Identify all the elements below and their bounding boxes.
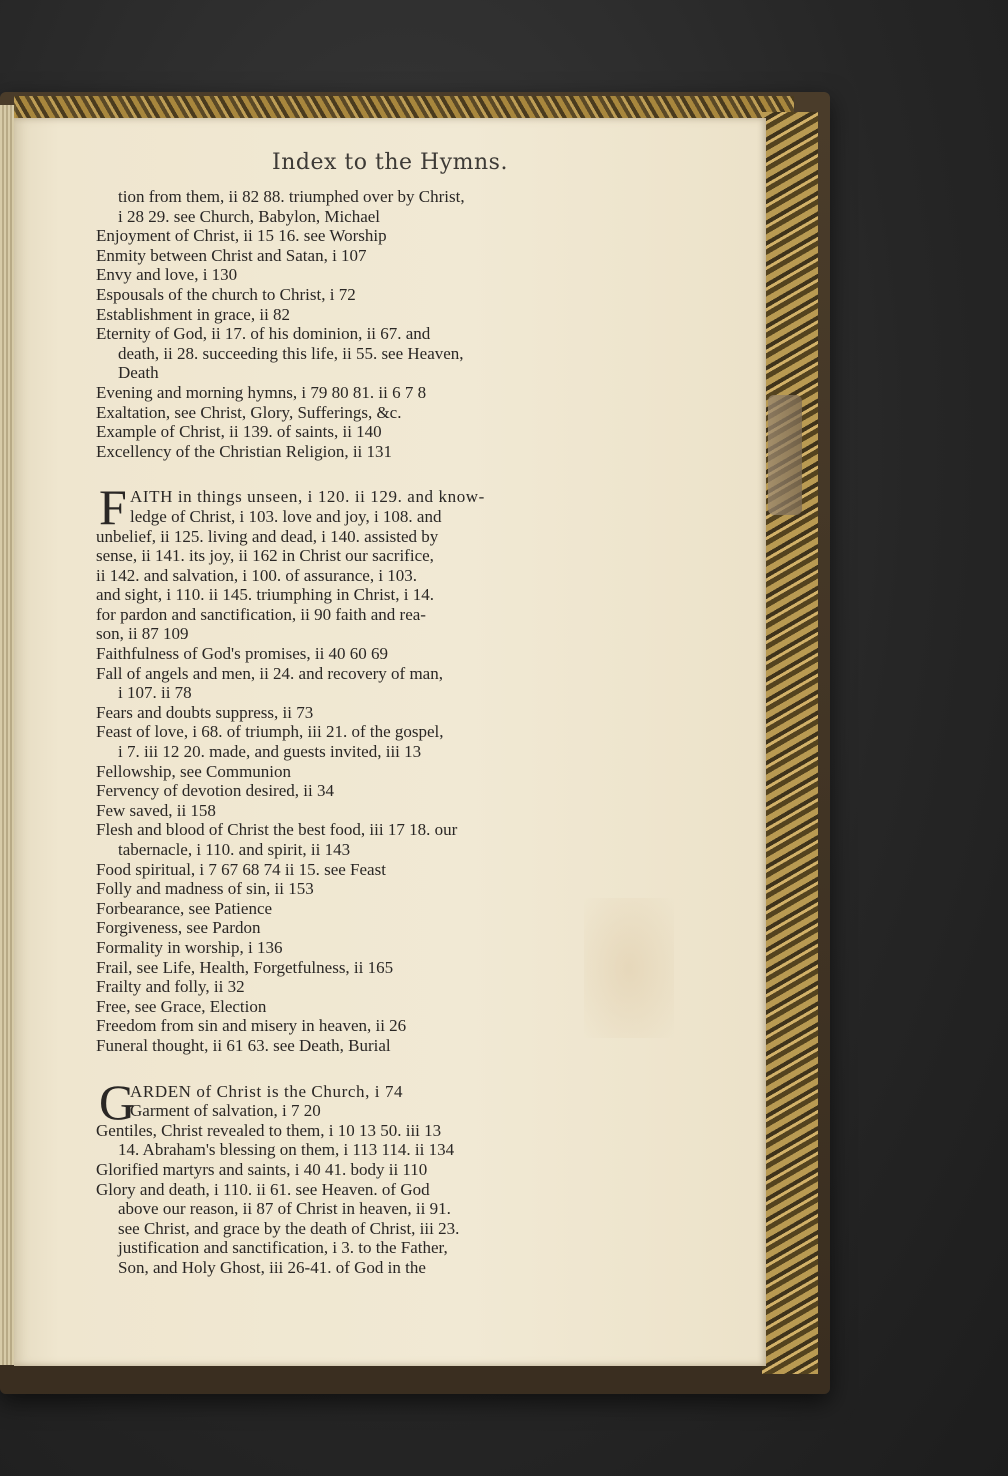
- index-line: ARDEN of Christ is the Church, i 74: [130, 1081, 404, 1101]
- gilt-fore-edge: [762, 112, 818, 1374]
- index-line: Funeral thought, ii 61 63. see Death, Burial: [96, 1035, 391, 1055]
- index-line: justification and sanctification, i 3. to the Father,: [118, 1238, 448, 1258]
- index-line: Son, and Holy Ghost, iii 26-41. of God in the: [118, 1257, 426, 1277]
- index-line: Fall of angels and men, ii 24. and recovery of man,: [96, 663, 443, 683]
- index-line: ledge of Christ, i 103. love and joy, i 108. and: [130, 506, 442, 526]
- index-line: son, ii 87 109: [96, 624, 189, 644]
- index-line: Formality in worship, i 136: [96, 937, 283, 957]
- index-line: Forbearance, see Patience: [96, 898, 273, 918]
- binding-tear: [768, 395, 802, 515]
- index-line: Evening and morning hymns, i 79 80 81. ii 6 7 8: [96, 382, 427, 402]
- index-line: tion from them, ii 82 88. triumphed over by Christ,: [118, 187, 465, 206]
- index-line: Envy and love, i 130: [96, 265, 238, 285]
- index-line: Enjoyment of Christ, ii 15 16. see Worship: [96, 226, 387, 246]
- index-block-f: [96, 527, 626, 1056]
- index-line: Garment of salvation, i 7 20: [130, 1101, 321, 1121]
- index-line: tabernacle, i 110. and spirit, ii 143: [118, 840, 351, 859]
- index-line: Enmity between Christ and Satan, i 107: [96, 245, 367, 265]
- index-line: Eternity of God, ii 17. of his dominion, ii 67. and: [96, 324, 431, 344]
- section-gap: [96, 461, 626, 487]
- index-line: 14. Abraham's blessing on them, i 113 114. ii 134: [118, 1140, 455, 1160]
- index-line: AITH in things unseen, i 120. ii 129. and know-: [130, 487, 485, 507]
- index-line: Example of Christ, ii 139. of saints, ii 140: [96, 422, 382, 442]
- index-line: i 28 29. see Church, Babylon, Michael: [118, 206, 381, 226]
- index-line: Frail, see Life, Health, Forgetfulness, ii 165: [96, 957, 394, 977]
- index-line: Free, see Grace, Election: [96, 996, 267, 1016]
- index-line: see Christ, and grace by the death of Christ, iii 23.: [118, 1218, 460, 1238]
- drop-cap-g: G: [99, 1073, 136, 1130]
- index-line: Frailty and folly, ii 32: [96, 977, 245, 997]
- index-line: i 107. ii 78: [118, 683, 192, 703]
- index-line: Fellowship, see Communion: [96, 761, 292, 781]
- index-line: Few saved, ii 158: [96, 800, 216, 820]
- index-line: sense, ii 141. its joy, ii 162 in Christ our sacrifice,: [96, 546, 434, 566]
- index-line: Exaltation, see Christ, Glory, Sufferings, &c.: [96, 402, 402, 422]
- index-line: Faithfulness of God's promises, ii 40 60 69: [96, 644, 389, 664]
- index-line: Fears and doubts suppress, ii 73: [96, 702, 314, 722]
- index-block-e: [96, 187, 626, 461]
- index-line: Folly and madness of sin, ii 153: [96, 879, 314, 899]
- gilt-top-edge: [14, 96, 794, 120]
- running-head: Index to the Hymns.: [272, 150, 508, 175]
- index-line: death, ii 28. succeeding this life, ii 55. see Heaven,: [118, 343, 464, 363]
- index-line: above our reason, ii 87 of Christ in heaven, ii 91.: [118, 1199, 451, 1219]
- section-gap: [96, 1056, 626, 1082]
- index-line: Establishment in grace, ii 82: [96, 304, 291, 324]
- index-line: and sight, i 110. ii 145. triumphing in Christ, i 14.: [96, 585, 434, 605]
- index-line: i 7. iii 12 20. made, and guests invited, iii 13: [118, 742, 422, 762]
- index-block-g: [96, 1121, 626, 1278]
- index-line: Gentiles, Christ revealed to them, i 10 13 50. iii 13: [96, 1120, 442, 1140]
- index-line: ii 142. and salvation, i 100. of assurance, i 103.: [96, 565, 418, 585]
- index-line: Espousals of the church to Christ, i 72: [96, 284, 356, 304]
- index-line: Flesh and blood of Christ the best food, iii 17 18. our: [96, 820, 458, 840]
- index-line: Forgiveness, see Pardon: [96, 918, 261, 938]
- index-line: Fervency of devotion desired, ii 34: [96, 781, 334, 801]
- drop-cap-f: F: [99, 479, 127, 536]
- index-line: Excellency of the Christian Religion, ii 131: [96, 441, 393, 461]
- index-line: Feast of love, i 68. of triumph, iii 21. of the gospel,: [96, 722, 444, 742]
- index-line: for pardon and sanctification, ii 90 faith and rea-: [96, 604, 426, 624]
- index-line: Food spiritual, i 7 67 68 74 ii 15. see Feast: [96, 859, 386, 879]
- index-line: Glory and death, i 110. ii 61. see Heaven. of God: [96, 1179, 430, 1199]
- index-line: Glorified martyrs and saints, i 40 41. body ii 110: [96, 1159, 428, 1179]
- index-line: unbelief, ii 125. living and dead, i 140. assisted by: [96, 526, 439, 546]
- index-line: Death: [118, 363, 159, 383]
- index-line: Freedom from sin and misery in heaven, ii 26: [96, 1016, 407, 1036]
- index-text: [96, 187, 626, 1277]
